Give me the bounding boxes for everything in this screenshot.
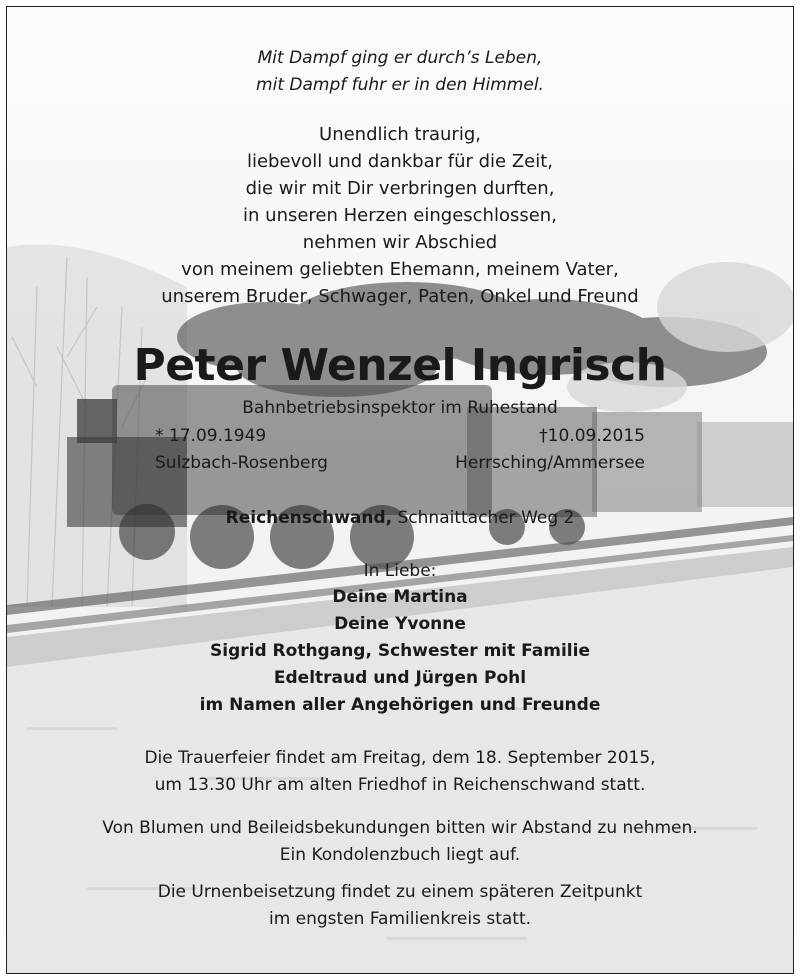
death-date: †10.09.2015 bbox=[539, 426, 645, 446]
intro-line-6: von meinem geliebten Ehemann, meinem Vater, bbox=[181, 259, 619, 280]
birth-date: * 17.09.1949 bbox=[155, 426, 267, 446]
motto-line-2: mit Dampf fuhr er in den Himmel. bbox=[256, 75, 544, 95]
mourner-2: Deine Yvonne bbox=[334, 614, 466, 634]
funeral-line-1: Die Trauerfeier findet am Freitag, dem 18. September 2015, bbox=[144, 748, 656, 768]
address-street: Schnaittacher Weg 2 bbox=[397, 508, 575, 528]
urn-line-1: Die Urnenbeisetzung findet zu einem späteren Zeitpunkt bbox=[157, 882, 643, 902]
mourner-5: im Namen aller Angehörigen und Freunde bbox=[199, 695, 601, 715]
intro-line-5: nehmen wir Abschied bbox=[302, 232, 498, 253]
intro-line-3: die wir mit Dir verbringen durften, bbox=[245, 178, 555, 199]
motto-line-1: Mit Dampf ging er durch’s Leben, bbox=[257, 48, 543, 68]
flowers-line-2: Ein Kondolenzbuch liegt auf. bbox=[279, 845, 521, 865]
intro-line-7: unserem Bruder, Schwager, Paten, Onkel und Freund bbox=[161, 286, 639, 307]
birth-place: Sulzbach-Rosenberg bbox=[155, 453, 328, 473]
mourner-4: Edeltraud und Jürgen Pohl bbox=[273, 668, 527, 688]
funeral-line-2: um 13.30 Uhr am alten Friedhof in Reichenschwand statt. bbox=[154, 775, 646, 795]
intro-line-4: in unseren Herzen eingeschlossen, bbox=[243, 205, 557, 226]
mourners-intro: In Liebe: bbox=[363, 561, 437, 581]
mourner-3: Sigrid Rothgang, Schwester mit Familie bbox=[210, 641, 590, 661]
urn-line-2: im engsten Familienkreis statt. bbox=[268, 909, 532, 929]
address bbox=[7, 508, 793, 528]
intro-line-2: liebevoll und dankbar für die Zeit, bbox=[246, 151, 554, 172]
intro-line-1: Unendlich traurig, bbox=[319, 124, 481, 145]
deceased-title: Bahnbetriebsinspektor im Ruhestand bbox=[242, 398, 558, 418]
obituary-card bbox=[6, 6, 794, 974]
mourner-1: Deine Martina bbox=[332, 587, 468, 607]
deceased-name: Peter Wenzel Ingrisch bbox=[133, 340, 667, 391]
flowers-line-1: Von Blumen und Beileidsbekundungen bitten wir Abstand zu nehmen. bbox=[102, 818, 698, 838]
obituary-text bbox=[7, 7, 793, 973]
address-town: Reichenschwand, bbox=[225, 508, 393, 528]
death-place: Herrsching/Ammersee bbox=[455, 453, 645, 473]
